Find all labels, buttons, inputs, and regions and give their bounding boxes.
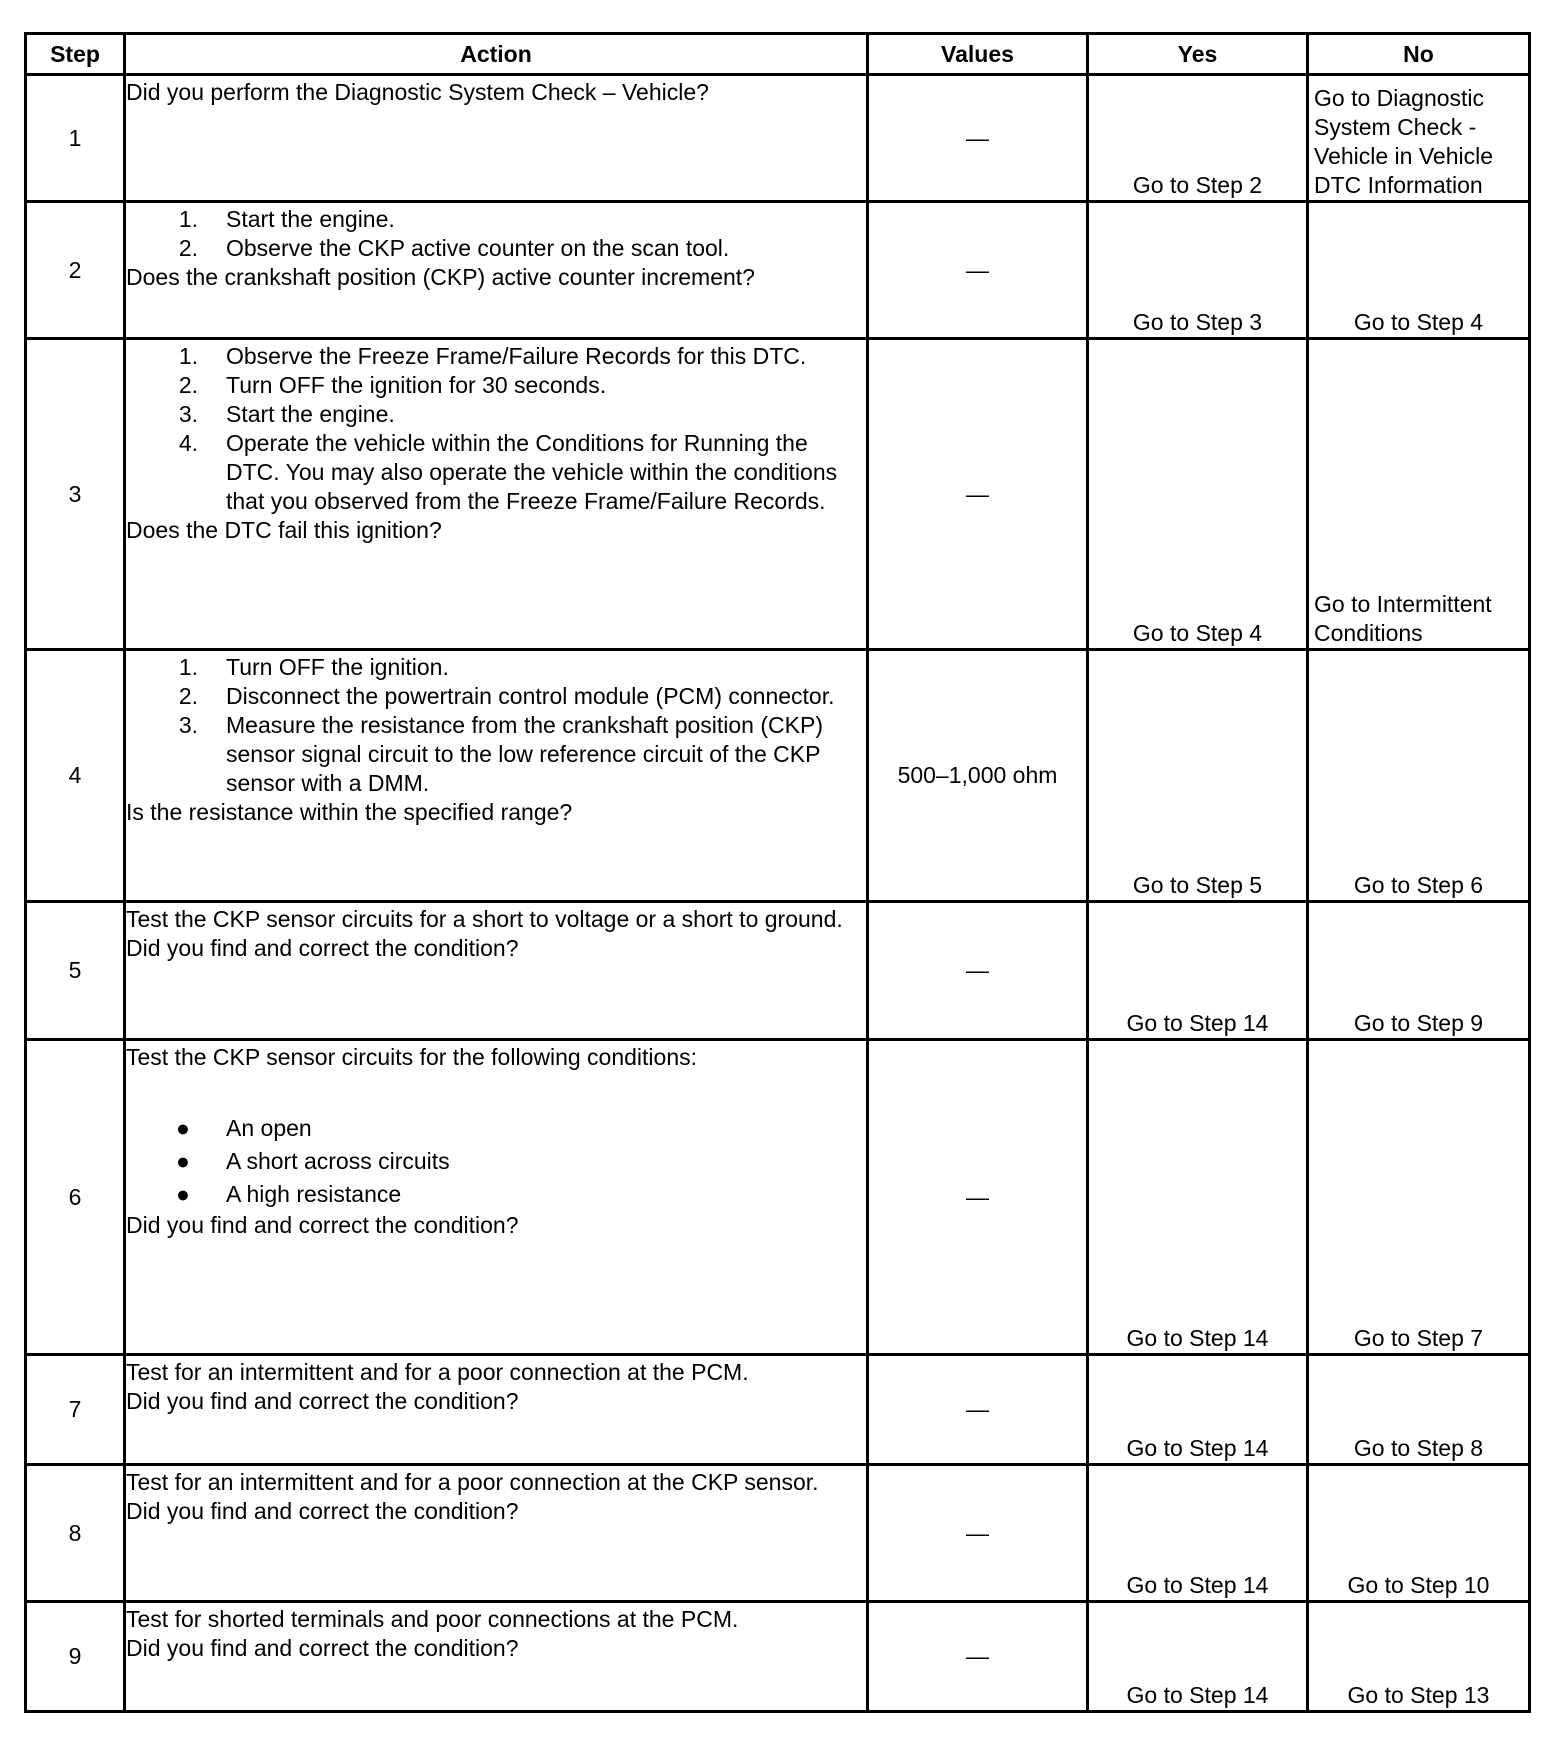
- action-question: Is the resistance within the specified range?: [126, 799, 573, 825]
- table-row: [26, 339, 1530, 650]
- header-yes: Yes: [1088, 34, 1308, 75]
- list-item: 2. Observe the CKP active counter on the scan tool.: [178, 235, 730, 261]
- no-cell: Go to Diagnostic System Check - Vehicle in Vehicle DTC Information: [1308, 75, 1530, 202]
- list-item: 1. Observe the Freeze Frame/Failure Records for this DTC.: [178, 343, 807, 369]
- condition-list: [126, 1112, 866, 1211]
- table-row: [26, 1355, 1530, 1465]
- step-number: 9: [26, 1602, 125, 1712]
- no-cell: Go to Step 6: [1308, 650, 1530, 902]
- action-list: [126, 653, 866, 798]
- action-question: Did you find and correct the condition?: [126, 1635, 519, 1661]
- action-cell: [125, 902, 868, 1040]
- no-cell: Go to Intermittent Conditions: [1308, 339, 1530, 650]
- action-list: [126, 205, 866, 263]
- no-cell: Go to Step 4: [1308, 202, 1530, 339]
- no-cell: Go to Step 10: [1308, 1465, 1530, 1602]
- yes-cell: Go to Step 4: [1088, 339, 1308, 650]
- action-intro: Test for an intermittent and for a poor connection at the CKP sensor.: [126, 1469, 819, 1495]
- action-cell: [125, 1602, 868, 1712]
- values-cell: —: [868, 339, 1088, 650]
- action-intro: Test for an intermittent and for a poor connection at the PCM.: [126, 1359, 749, 1385]
- step-number: 8: [26, 1465, 125, 1602]
- action-cell: [125, 1465, 868, 1602]
- action-cell: [125, 75, 868, 202]
- table-row: [26, 1040, 1530, 1355]
- yes-cell: Go to Step 2: [1088, 75, 1308, 202]
- step-number: 5: [26, 902, 125, 1040]
- table-row: [26, 202, 1530, 339]
- table-row: [26, 902, 1530, 1040]
- step-number: 4: [26, 650, 125, 902]
- action-question: Did you find and correct the condition?: [126, 935, 519, 961]
- header-action: Action: [125, 34, 868, 75]
- list-item: 2. Turn OFF the ignition for 30 seconds.: [178, 372, 607, 398]
- list-item: 1. Turn OFF the ignition.: [178, 654, 449, 680]
- no-cell: Go to Step 9: [1308, 902, 1530, 1040]
- list-item: 4. Operate the vehicle within the Conditions for Running the DTC. You may also operate the vehicle within the conditions that you observed from the Freeze Frame/Failure Records.: [178, 430, 838, 514]
- table-row: [26, 1465, 1530, 1602]
- action-cell: [125, 1355, 868, 1465]
- action-intro: Test the CKP sensor circuits for a short to voltage or a short to ground.: [126, 906, 843, 932]
- values-cell: —: [868, 1355, 1088, 1465]
- action-intro: Test for shorted terminals and poor connections at the PCM.: [126, 1606, 739, 1632]
- no-cell: Go to Step 13: [1308, 1602, 1530, 1712]
- action-question: Did you find and correct the condition?: [126, 1498, 519, 1524]
- table-row: [26, 75, 1530, 202]
- header-row: [26, 34, 1530, 75]
- no-cell: Go to Step 7: [1308, 1040, 1530, 1355]
- table-row: [26, 1602, 1530, 1712]
- action-intro: Did you perform the Diagnostic System Check – Vehicle?: [126, 79, 709, 105]
- values-cell: —: [868, 1602, 1088, 1712]
- values-cell: —: [868, 1040, 1088, 1355]
- step-number: 7: [26, 1355, 125, 1465]
- no-cell: Go to Step 8: [1308, 1355, 1530, 1465]
- action-cell: [125, 339, 868, 650]
- list-item: 1. Start the engine.: [178, 206, 395, 232]
- diagnostic-table: [24, 32, 1531, 1713]
- header-step: Step: [26, 34, 125, 75]
- list-item: 2. Disconnect the powertrain control module (PCM) connector.: [178, 683, 835, 709]
- header-no: No: [1308, 34, 1530, 75]
- yes-cell: Go to Step 14: [1088, 1355, 1308, 1465]
- yes-cell: Go to Step 3: [1088, 202, 1308, 339]
- header-values: Values: [868, 34, 1088, 75]
- list-item: 3. Start the engine.: [178, 401, 395, 427]
- table-row: [26, 650, 1530, 902]
- values-cell: —: [868, 1465, 1088, 1602]
- yes-cell: Go to Step 5: [1088, 650, 1308, 902]
- values-cell: —: [868, 75, 1088, 202]
- step-number: 3: [26, 339, 125, 650]
- action-question: Does the DTC fail this ignition?: [126, 517, 442, 543]
- step-number: 6: [26, 1040, 125, 1355]
- yes-cell: Go to Step 14: [1088, 1465, 1308, 1602]
- list-item: ● An open: [176, 1115, 312, 1141]
- step-number: 2: [26, 202, 125, 339]
- list-item: ● A short across circuits: [176, 1148, 450, 1174]
- action-question: Did you find and correct the condition?: [126, 1388, 519, 1414]
- values-cell: —: [868, 202, 1088, 339]
- step-number: 1: [26, 75, 125, 202]
- action-intro: Test the CKP sensor circuits for the following conditions:: [126, 1044, 698, 1070]
- list-item: ● A high resistance: [176, 1181, 402, 1207]
- action-question: Did you find and correct the condition?: [126, 1212, 519, 1238]
- yes-cell: Go to Step 14: [1088, 1040, 1308, 1355]
- list-item: 3. Measure the resistance from the crankshaft position (CKP) sensor signal circuit to the low reference circuit of the CKP sensor with a DMM.: [178, 712, 823, 796]
- action-question: Does the crankshaft position (CKP) active counter increment?: [126, 264, 755, 290]
- values-cell: —: [868, 902, 1088, 1040]
- values-cell: 500–1,000 ohm: [868, 650, 1088, 902]
- action-list: [126, 342, 866, 516]
- action-cell: [125, 202, 868, 339]
- action-cell: [125, 650, 868, 902]
- action-cell: [125, 1040, 868, 1355]
- yes-cell: Go to Step 14: [1088, 1602, 1308, 1712]
- yes-cell: Go to Step 14: [1088, 902, 1308, 1040]
